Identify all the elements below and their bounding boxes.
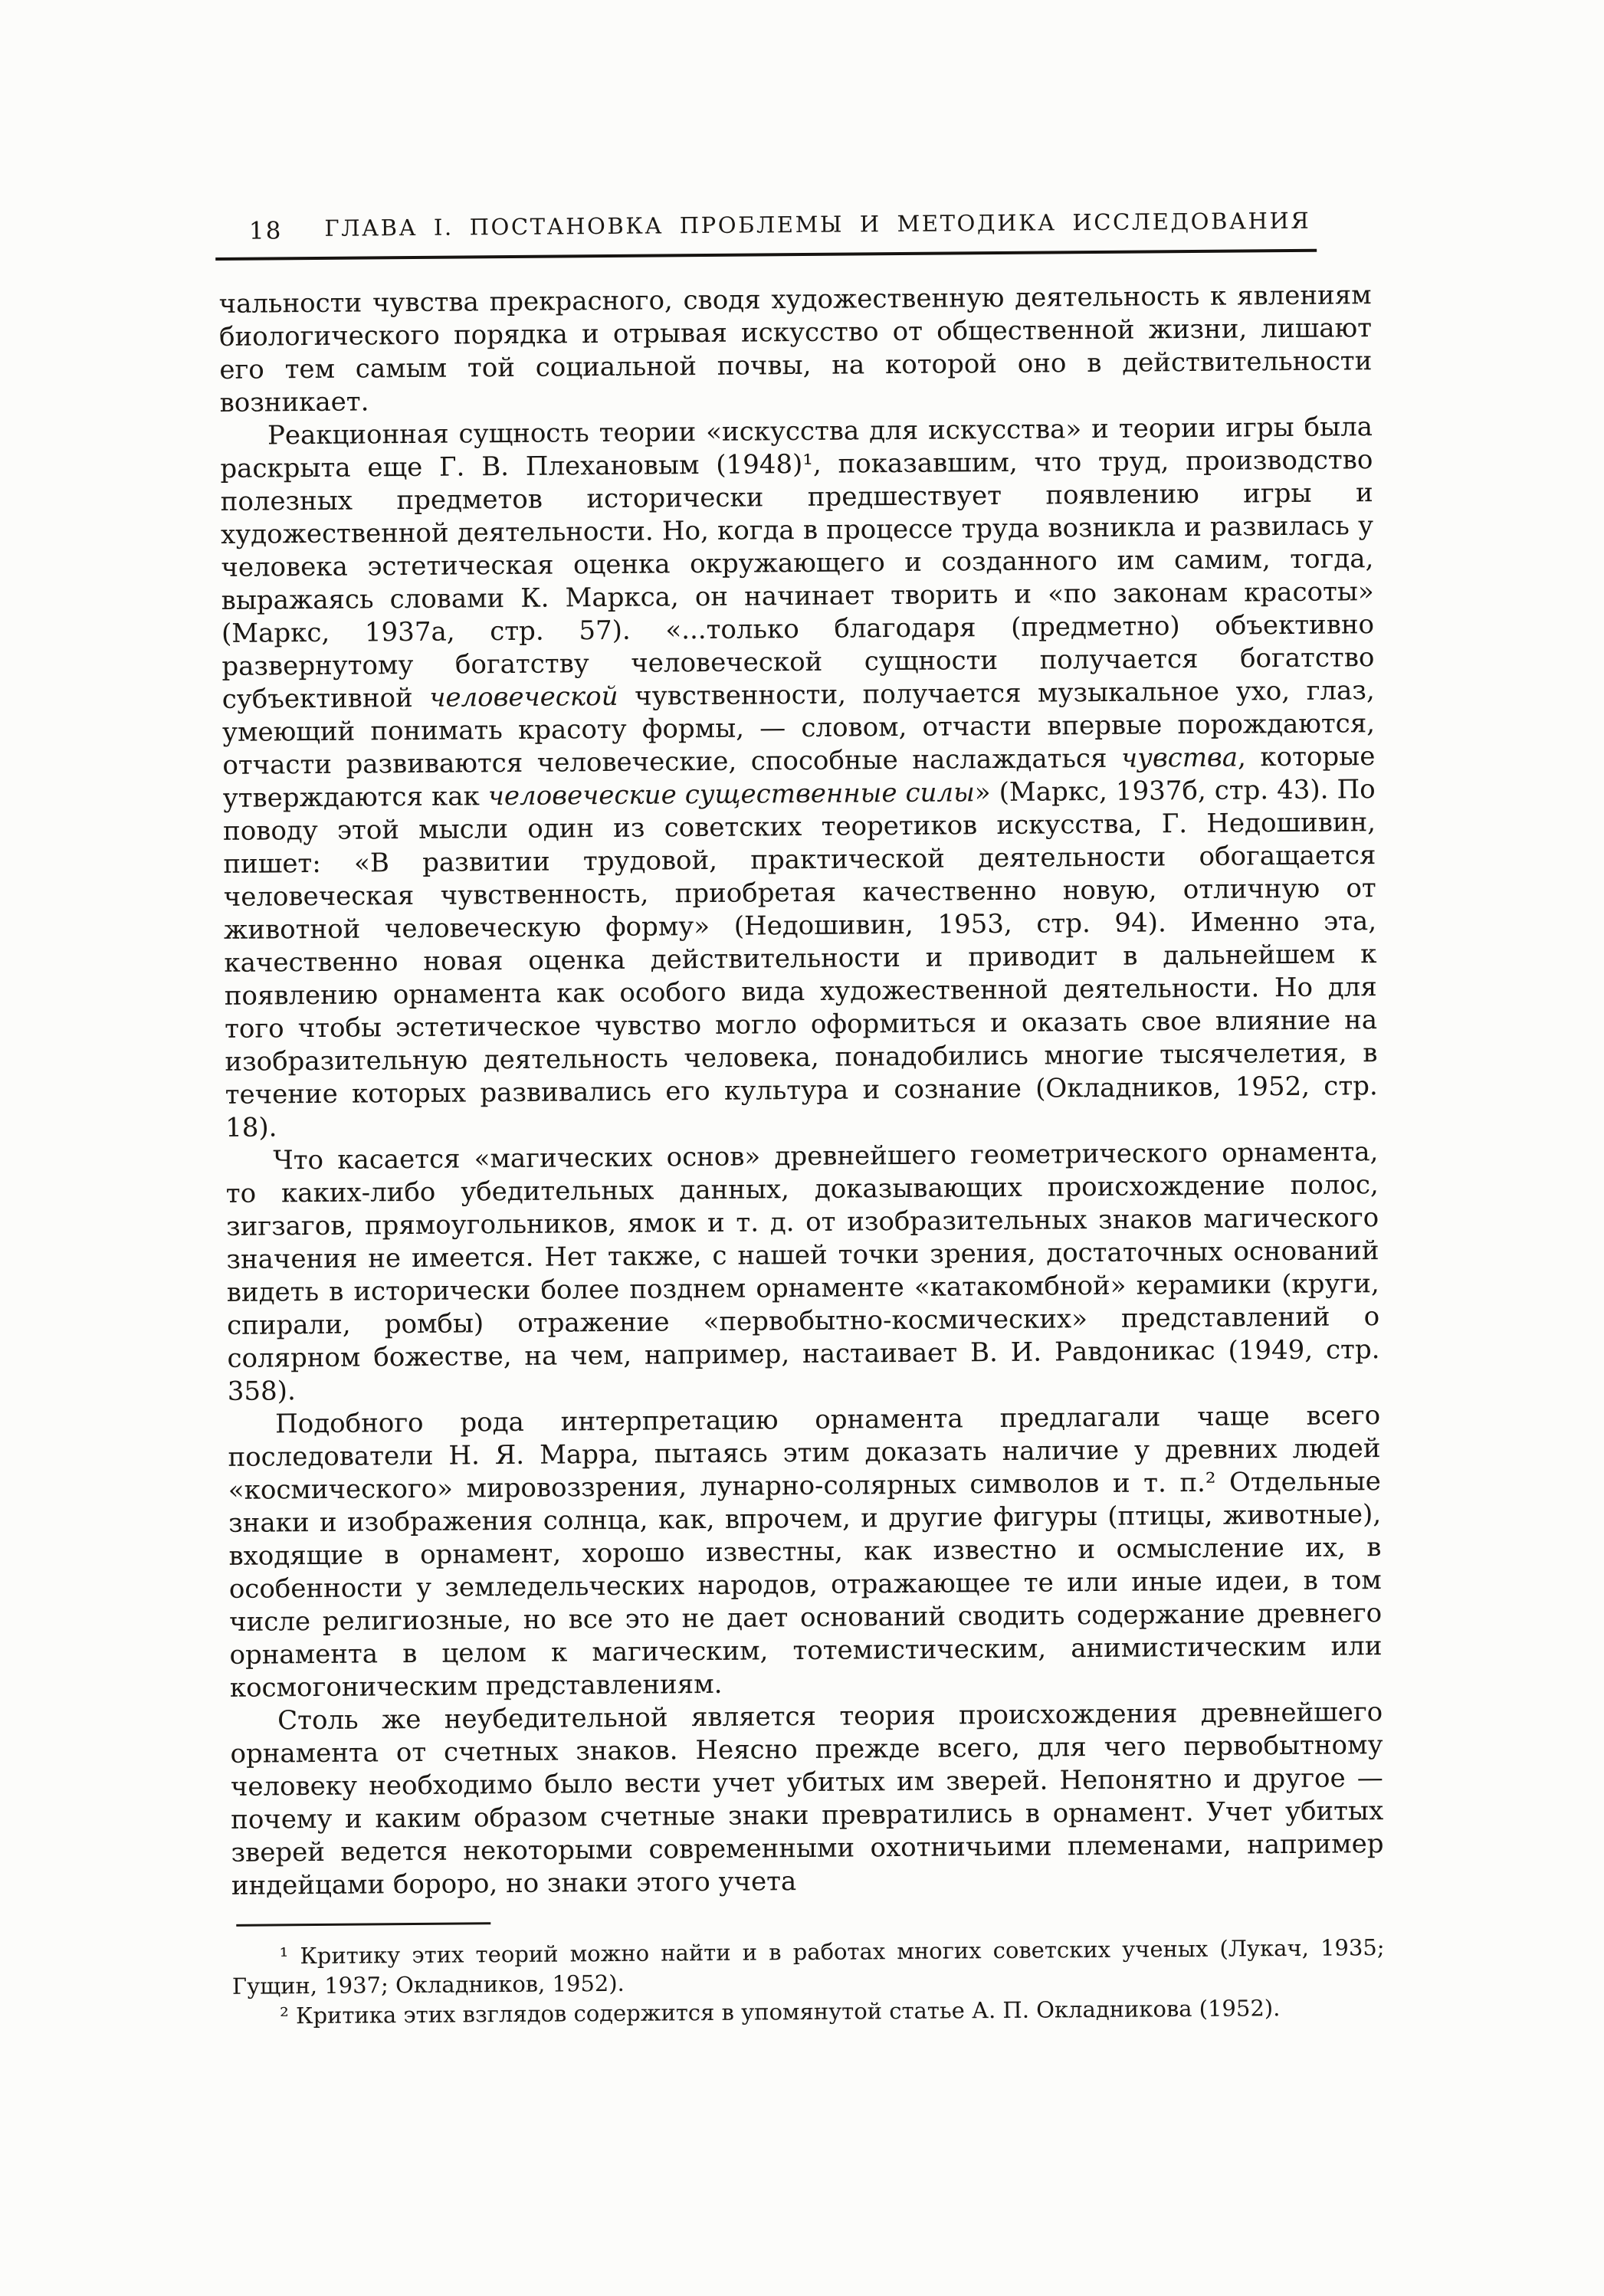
paragraph — [230, 1696, 1384, 1903]
paragraph — [220, 411, 1378, 1145]
paragraph — [228, 1399, 1383, 1705]
text-run: Подобного рода интерпретацию орнамента предлагали чаще всего последователи Н. Я. Марра, пытаясь этим доказать наличие у древних людей «космического» мировоззрения, лунарно-солярных символов и т. п.² Отдельные знаки и изображения солнца, как, впрочем, и другие фигуры (птицы, животные), входящие в орнамент, хорошо известны, как известно и осмысление их, в особенности у земледельческих народов, отражающее те или иные идеи, в том числе религиозные, но все это не дает оснований сводить содержание древнего орнамента в целом к магическим, тотемистическим, анимистическим или космогоническим представлениям. — [228, 1400, 1383, 1704]
emphasized-text: человеческой — [429, 681, 618, 713]
running-title: ГЛАВА I. ПОСТАНОВКА ПРОБЛЕМЫ И МЕТОДИКА ИССЛЕДОВАНИЯ — [324, 207, 1311, 241]
emphasized-text: чувства — [1120, 742, 1238, 774]
page-header — [218, 207, 1371, 251]
footnotes — [231, 1933, 1385, 2032]
footnote-rule — [236, 1922, 490, 1927]
text-column — [218, 207, 1386, 2032]
footnote: ² Критика этих взглядов содержится в упомянутой статье А. П. Окладникова (1952). — [280, 1995, 1281, 2029]
paragraph — [225, 1136, 1380, 1409]
header-rule — [215, 249, 1317, 261]
page-number: 18 — [248, 217, 283, 245]
text-run: , которые утверждаются как — [222, 741, 1376, 814]
text-run: Столь же неубедительной является теория происхождения древнейшего орнамента от счетных знаков. Неясно прежде всего, для чего первобытному человеку необходимо было вести учет убитых им зверей. Непонятно и другое — почему и каким образом счетные знаки превратились в орнамент. Учет убитых зверей ведется некоторыми современными охотничьими племенами, например индейцами бороро, но знаки этого учета — [230, 1697, 1384, 1901]
emphasized-text: человеческие существенные силы — [487, 777, 975, 812]
paragraph — [219, 279, 1373, 420]
text-run: Что касается «магических основ» древнейшего геометрического орнамента, то каких-либо убедительных данных, доказывающих происхождение полос, зигзагов, прямоугольников, ямок и т. д. от изобразительных знаков магического значения не имеется. Нет также, с нашей точки зрения, достаточных оснований видеть в исторически более позднем орнаменте «катакомбной» керамики (круги, спирали, ромбы) отражение «первобытно-космических» представлений о солярном божестве, на чем, например, настаивает В. И. Равдоникас (1949, стр. 358). — [225, 1137, 1380, 1407]
footnote: ¹ Критику этих теорий можно найти и в работах многих советских ученых (Лукач, 1935; Гущин, 1937; Окладников, 1952). — [231, 1934, 1385, 1999]
body-text — [219, 279, 1385, 1903]
text-run: чальности чувства прекрасного, сводя художественную деятельность к явлениям биологического порядка и отрывая искусство от общественной жизни, лишают его тем самым той социальной почвы, на которой оно в действительности возникает. — [218, 280, 1373, 418]
text-run: Реакционная сущность теории «искусства для искусства» и теории игры была раскрыта еще Г. В. Плехановым (1948)¹, показавшим, что труд, производство полезных предметов исторически предшествует появлению игры и художественной деятельности. Но, когда в процессе труда возникла и развилась у человека эстетическая оценка окружающего и созданного им самим, тогда, выражаясь словами К. Маркса, он начинает творить и «по законам красоты» (Маркс, 1937а, стр. 57). «...только благодаря (предметно) объективно развернутому богатству человеческой сущности получается богатство субъективной — [220, 412, 1375, 715]
text-run: » (Маркс, 1937б, стр. 43). По поводу этой мысли один из советских теоретиков искусства, Г. Недошивин, пишет: «В развитии трудовой, практической деятельности обогащается человеческая чувственность, приобретая качественно новую, отличную от животной человеческую форму» (Недошивин, 1953, стр. 94). Именно эта, качественно новая оценка действительности и приводит в дальнейшем к появлению орнамента как особого вида художественной деятельности. Но для того чтобы эстетическое чувство могло оформиться и оказать свое влияние на изобразительную деятельность человека, понадобились многие тысячелетия, в течение которых развивались его культура и сознание (Окладников, 1952, стр. 18). — [222, 774, 1378, 1143]
text-run: чувственности, получается музыкальное ухо, глаз, умеющий понимать красоту формы, — словом, отчасти впервые порождаются, отчасти развиваются человеческие, способные наслаждаться — [221, 675, 1376, 781]
